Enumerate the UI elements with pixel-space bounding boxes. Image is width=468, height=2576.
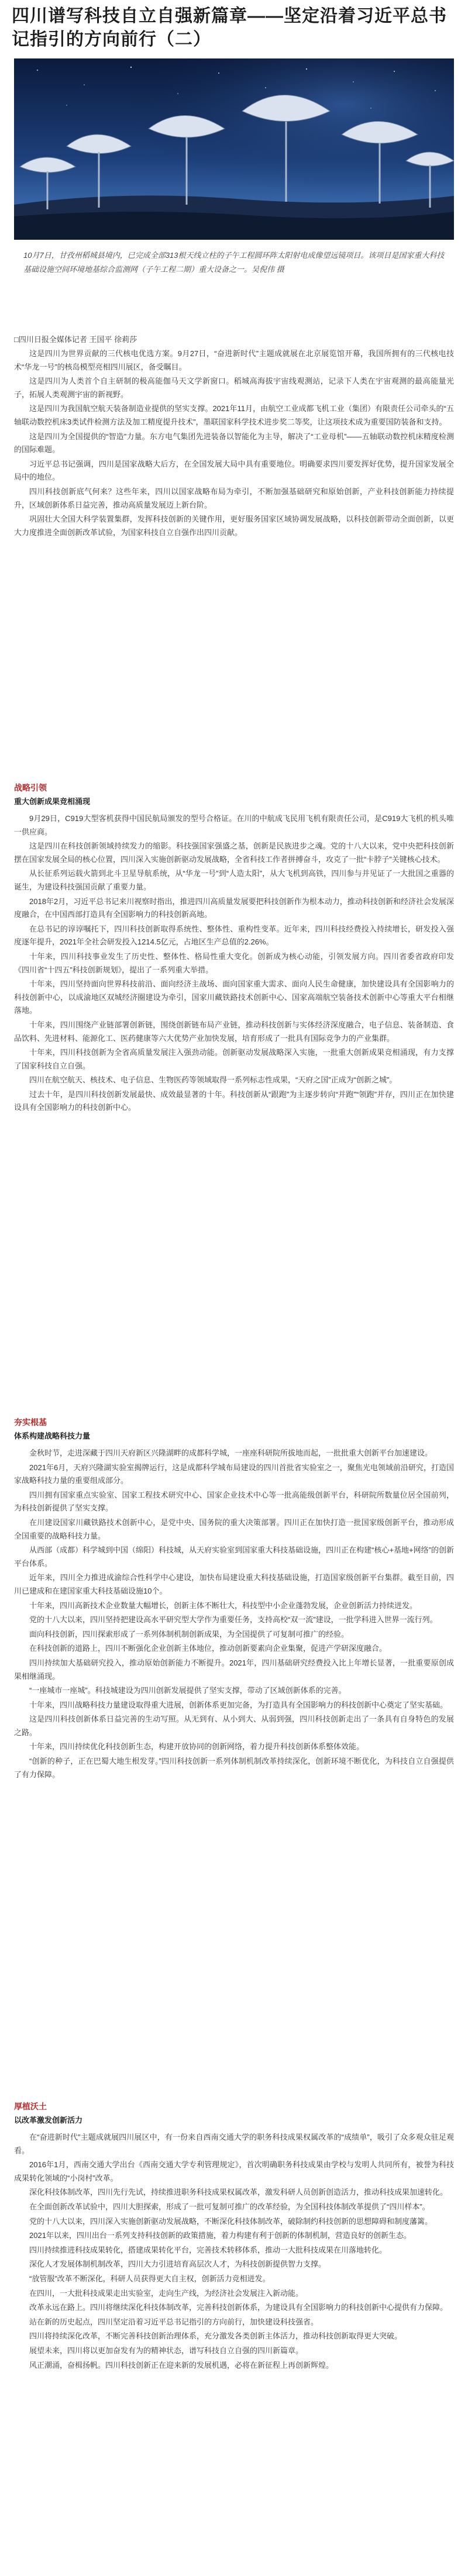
section-heading: 战略引领 [14, 783, 47, 792]
paragraph: 四川拥有国家重点实验室、国家工程技术研究中心、国家企业技术中心等一批高能级创新平台，科研院所数量位居全国前列，为科技创新提供了坚实支撑。 [14, 1490, 454, 1513]
paragraph: 2018年2月，习近平总书记来川视察时指出，推进四川高质量发展要把科技创新作为根本动力，推动科技创新和经济社会发展深度融合，在中国西部打造具有全国影响力的科技创新高地。 [14, 896, 454, 919]
paragraph: 这是四川科技创新体系日益完善的生动写照。从无到有、从小到大、从弱到强，四川科技创新走出了一条具有自身特色的发展之路。 [14, 1715, 454, 1737]
byline: □四川日报全媒体记者 王国平 徐莉莎 [14, 335, 137, 344]
paragraph: 十年来，四川坚持面向世界科技前沿、面向经济主战场、面向国家重大需求、面向人民生命健康，加快建设具有全国影响力的科技创新中心，以成渝地区双城经济圈建设为牵引，国家川藏铁路技术创新中心、国家高端航空装备技术创新中心等重大平台相继落地。 [14, 980, 454, 1015]
article-intro [14, 333, 454, 540]
paragraph: 在总书记的谆谆嘱托下，四川科技创新取得系统性、整体性、重构性变革。近年来，四川科技经费投入持续增长，研发投入强度逐年提升，2021年全社会研发投入1214.5亿元，占地区生产总值的2.26%。 [14, 924, 454, 947]
section-subheading: 重大创新成果竞相涌现 [14, 797, 91, 806]
section-subheading: 体系构建战略科技力量 [14, 1432, 91, 1440]
paragraph: 十年来，四川围绕产业链部署创新链，围绕创新链布局产业链，推动科技创新与实体经济深度融合，电子信息、装备制造、食品饮料、先进材料、能源化工、医药健康等六大优势产业加快发展，培育形成了一批具有国际竞争力的产业集群。 [14, 1020, 454, 1043]
paragraph: 过去十年，是四川科技创新发展最快、成效最显著的十年。科技创新从“跟跑”为主逐步转向“并跑”“领跑”并存，四川正在加快建设具有全国影响力的科技创新中心。 [14, 1089, 454, 1112]
paragraph: 改革永远在路上。四川将继续深化科技体制改革，完善科技创新体系，为建设具有全国影响力的科技创新中心提供有力保障。 [29, 2303, 448, 2312]
paragraph: “放管服”改革不断深化，科研人员获得更大自主权，创新活力竞相迸发。 [29, 2274, 270, 2283]
paragraph: 在四川，一大批科技成果走出实验室，走向生产线，为经济社会发展注入新动能。 [29, 2288, 304, 2298]
paragraph: 十年来，四川战略科技力量建设取得重大进展，创新体系更加完备，为打造具有全国影响力的科技创新中心奠定了坚实基础。 [29, 1700, 448, 1709]
section-heading: 夯实根基 [14, 1418, 47, 1427]
paragraph: 这是四川为世界贡献的三代核电优选方案。9月27日，“奋进新时代”主题成就展在北京展览馆开幕，我国所拥有的三代核电技术“华龙一号”的核岛模型亮相四川展区，备受瞩目。 [14, 349, 454, 371]
paragraph: 四川持续加大基础研究投入，推动原始创新能力不断提升。2021年，四川基础研究经费投入比上年增长显著，一批重要原创成果相继涌现。 [14, 1658, 454, 1681]
section-reform [14, 2099, 454, 2373]
paragraph: 近年来，四川全力推进成渝综合性科学中心建设，加快布局建设重大科技基础设施，打造国家级创新平台集群。截至目前，四川已建成和在建国家重大科技基础设施10个。 [14, 1573, 454, 1595]
paragraph: 在“奋进新时代”主题成就展四川展区中，有一份来自西南交通大学的职务科技成果权属改革的“成绩单”，吸引了众多观众驻足观看。 [14, 2133, 454, 2155]
paragraph: 这是四川为人类首个自主研制的极高能伽马天文学新窗口。稻城高海拔宇宙线观测站，记录下人类在宇宙观测的最高能量光子，拓展人类观测宇宙的新视野。 [14, 377, 454, 399]
paragraph: “一座城市一座城”。科技城建设为四川创新发展提供了坚实支撑，带动了区域创新体系的完善。 [29, 1686, 346, 1695]
paragraph: 四川科技创新底气何来？这些年来，四川以国家战略布局为牵引，不断加强基础研究和原始创新，产业科技创新能力持续提升，区域创新体系日益完善，推动高质量发展迈上新台阶。 [14, 487, 454, 509]
paragraph: 深化人才发展体制机制改革，四川大力引进培育高层次人才，为科技创新提供智力支撑。 [29, 2260, 326, 2269]
paragraph: 站在新的历史起点，四川坚定沿着习近平总书记指引的方向前行，加快建设科技强省。 [29, 2317, 319, 2326]
paragraph: 2021年6月，天府兴隆湖实验室揭牌运行，这是成都科学城布局建设的四川首批省实验室之一，聚焦光电领域前沿研究，打造国家战略科技力量的重要组成部分。 [14, 1463, 454, 1485]
paragraph: 风正潮涌，奋楫扬帆。四川科技创新正在迎来新的发展机遇，必将在新征程上再创新辉煌。 [29, 2360, 334, 2370]
paragraph: 在全面创新改革试验中，四川大胆探索，形成了一批可复制可推广的改革经验，为全国科技体制改革提供了“四川样本”。 [29, 2202, 430, 2211]
paragraph: 党的十八大以来，四川深入实施创新驱动发展战略，不断深化科技体制改革，破除制约科技创新的思想障碍和制度藩篱。 [29, 2216, 433, 2226]
paragraph: 面向科技创新，四川探索形成了一系列体制机制创新成果，为全国提供了可复制可推广的经验。 [29, 1629, 349, 1639]
section-foundation [14, 1415, 454, 1782]
paragraph: 四川在航空航天、核技术、电子信息、生物医药等领域取得一系列标志性成果，“天府之国”正成为“创新之城”。 [29, 1075, 397, 1085]
paragraph: 十年来，四川高新技术企业数量大幅增长，创新主体不断壮大，科技型中小企业蓬勃发展，企业创新活力持续迸发。 [29, 1601, 418, 1610]
paragraph: 四川持续推进科技成果转化，搭建成果转化平台，完善技术转移体系，推动一大批科技成果在川落地转化。 [29, 2245, 387, 2254]
radio-telescope-array-icon [14, 58, 454, 240]
paragraph: 十年来，四川科技创新为全省高质量发展注入强劲动能。创新驱动发展战略深入实施，一批重大创新成果竞相涌现，有力支撑了国家科技自立自强。 [14, 1048, 454, 1070]
paragraph: 2021年以来，四川出台一系列支持科技创新的政策措施，着力构建有利于创新的体制机制，营造良好的创新生态。 [29, 2231, 411, 2240]
hero-photo [14, 58, 454, 240]
photo-caption: 10月7日，甘孜州稻城县境内，已完成全部313根天线立柱的子午工程圆环阵太阳射电成像望远镜项目。该项目是国家重大科技基础设施空间环境地基综合监测网（子午工程二期）重大设备之一。吴倪伟 摄 [23, 251, 445, 274]
paragraph: “创新的种子，正在巴蜀大地生根发芽。”四川科技创新一系列体制机制改革持续深化，创新环境不断优化，为科技自立自强提供了有力保障。 [14, 1757, 454, 1779]
section-heading: 厚植沃土 [14, 2102, 47, 2111]
paragraph: 党的十八大以来，四川坚持把建设高水平研究型大学作为重要任务，支持高校“双一流”建设，一批学科进入世界一流行列。 [29, 1615, 438, 1625]
paragraph: 十年来，四川科技事业发生了历史性、整体性、格局性重大变化。创新成为核心动能，引领发展方向。四川省委省政府印发《四川省“十四五”科技创新规划》，提出了一系列重大举措。 [14, 951, 454, 974]
paragraph: 展望未来，四川将以更加奋发有为的精神状态，谱写科技自立自强的四川新篇章。 [29, 2346, 304, 2355]
paragraph: 巩固壮大全国大科学装置集群，发挥科技创新的关键作用，更好服务国家区域协调发展战略，以科技创新带动全面创新，以更大力度推进全面创新改革试验，为国家科技自立自强作出四川贡献。 [14, 515, 454, 537]
paragraph: 2016年1月，西南交通大学出台《西南交通大学专利管理规定》，首次明确职务科技成果由学校与发明人共同所有，被誉为科技成果转化领域的“小岗村”改革。 [14, 2160, 454, 2182]
paragraph: 在川建设国家川藏铁路技术创新中心，是党中央、国务院的重大决策部署。四川正在加快打造一批国家级创新平台，推动形成全国重要的战略科技力量。 [14, 1518, 454, 1540]
paragraph: 这是四川为全国提供的“智造”力量。东方电气集团先进装备以智能化为主导，解决了“工业母机”——五轴联动数控机床精度检测的国际难题。 [14, 432, 454, 454]
page-title: 四川谱写科技自立自强新篇章——坚定沿着习近平总书记指引的方向前行（二） [12, 6, 447, 49]
paragraph: 从西部（成都）科学城到中国（绵阳）科技城，从天府实验室到国家重大科技基础设施，四川正在构建“核心+基地+网络”的创新平台体系。 [14, 1546, 454, 1568]
paragraph: 9月29日，C919大型客机获得中国民航局颁发的型号合格证。在川的中航成飞民用飞机有限责任公司，是C919大飞机的机头唯一供应商。 [14, 814, 454, 836]
paragraph: 这是四川为我国航空航天装备制造业提供的坚实支撑。2021年11月，由航空工业成都飞机工业（集团）有限责任公司牵头的“五轴联动数控机床3类试件检测方法及加工精度提升技术”，墨联国家科学技术进步奖二等奖，让这项技术成为重要国防装备和支持。 [14, 404, 454, 426]
paragraph: 习近平总书记强调，四川是国家战略大后方，在全国发展大局中具有重要地位。明确要求四川要发挥好优势，提升国家发展全局中的地位。 [14, 459, 454, 482]
paragraph: 四川将持续深化改革，不断完善科技创新治理体系，充分激发各类创新主体活力，推动科技创新取得更大突破。 [29, 2332, 402, 2341]
paragraph: 这是四川在科技创新领域持续发力的缩影。科技强国家强盛之基，创新是民族进步之魂。党的十八大以来，党中央把科技创新摆在国家发展全局的核心位置，四川深入实施创新驱动发展战略，全省科技工作者拼搏奋斗，攻克了一批“卡脖子”关键核心技术。 [14, 842, 454, 864]
section-strategy [14, 781, 454, 1116]
paragraph: 从长征系列运载火箭到北斗卫星导航系统，从“华龙一号”到“人造太阳”，从大飞机到高铁，四川参与并见证了一大批国之重器的诞生，为建设科技强国贡献了重要力量。 [14, 869, 454, 891]
paragraph: 金秋时节，走进深藏于四川天府新区兴隆湖畔的成都科学城，一座座科研院所拔地而起，一批批重大创新平台加速建设。 [29, 1449, 433, 1457]
section-subheading: 以改革激发创新活力 [14, 2116, 83, 2125]
paragraph: 深化科技体制改革，四川先行先试，持续推进职务科技成果权属改革，激发科研人员创新创造活力，推动科技成果加速转化。 [29, 2188, 448, 2197]
paragraph: 在科技创新的道路上，四川不断强化企业创新主体地位，推动创新要素向企业集聚，促进产学研深度融合。 [29, 1644, 387, 1653]
paragraph: 十年来，四川持续优化科技创新生态，构建开放协同的创新网络，着力提升科技创新体系整体效能。 [29, 1742, 364, 1751]
